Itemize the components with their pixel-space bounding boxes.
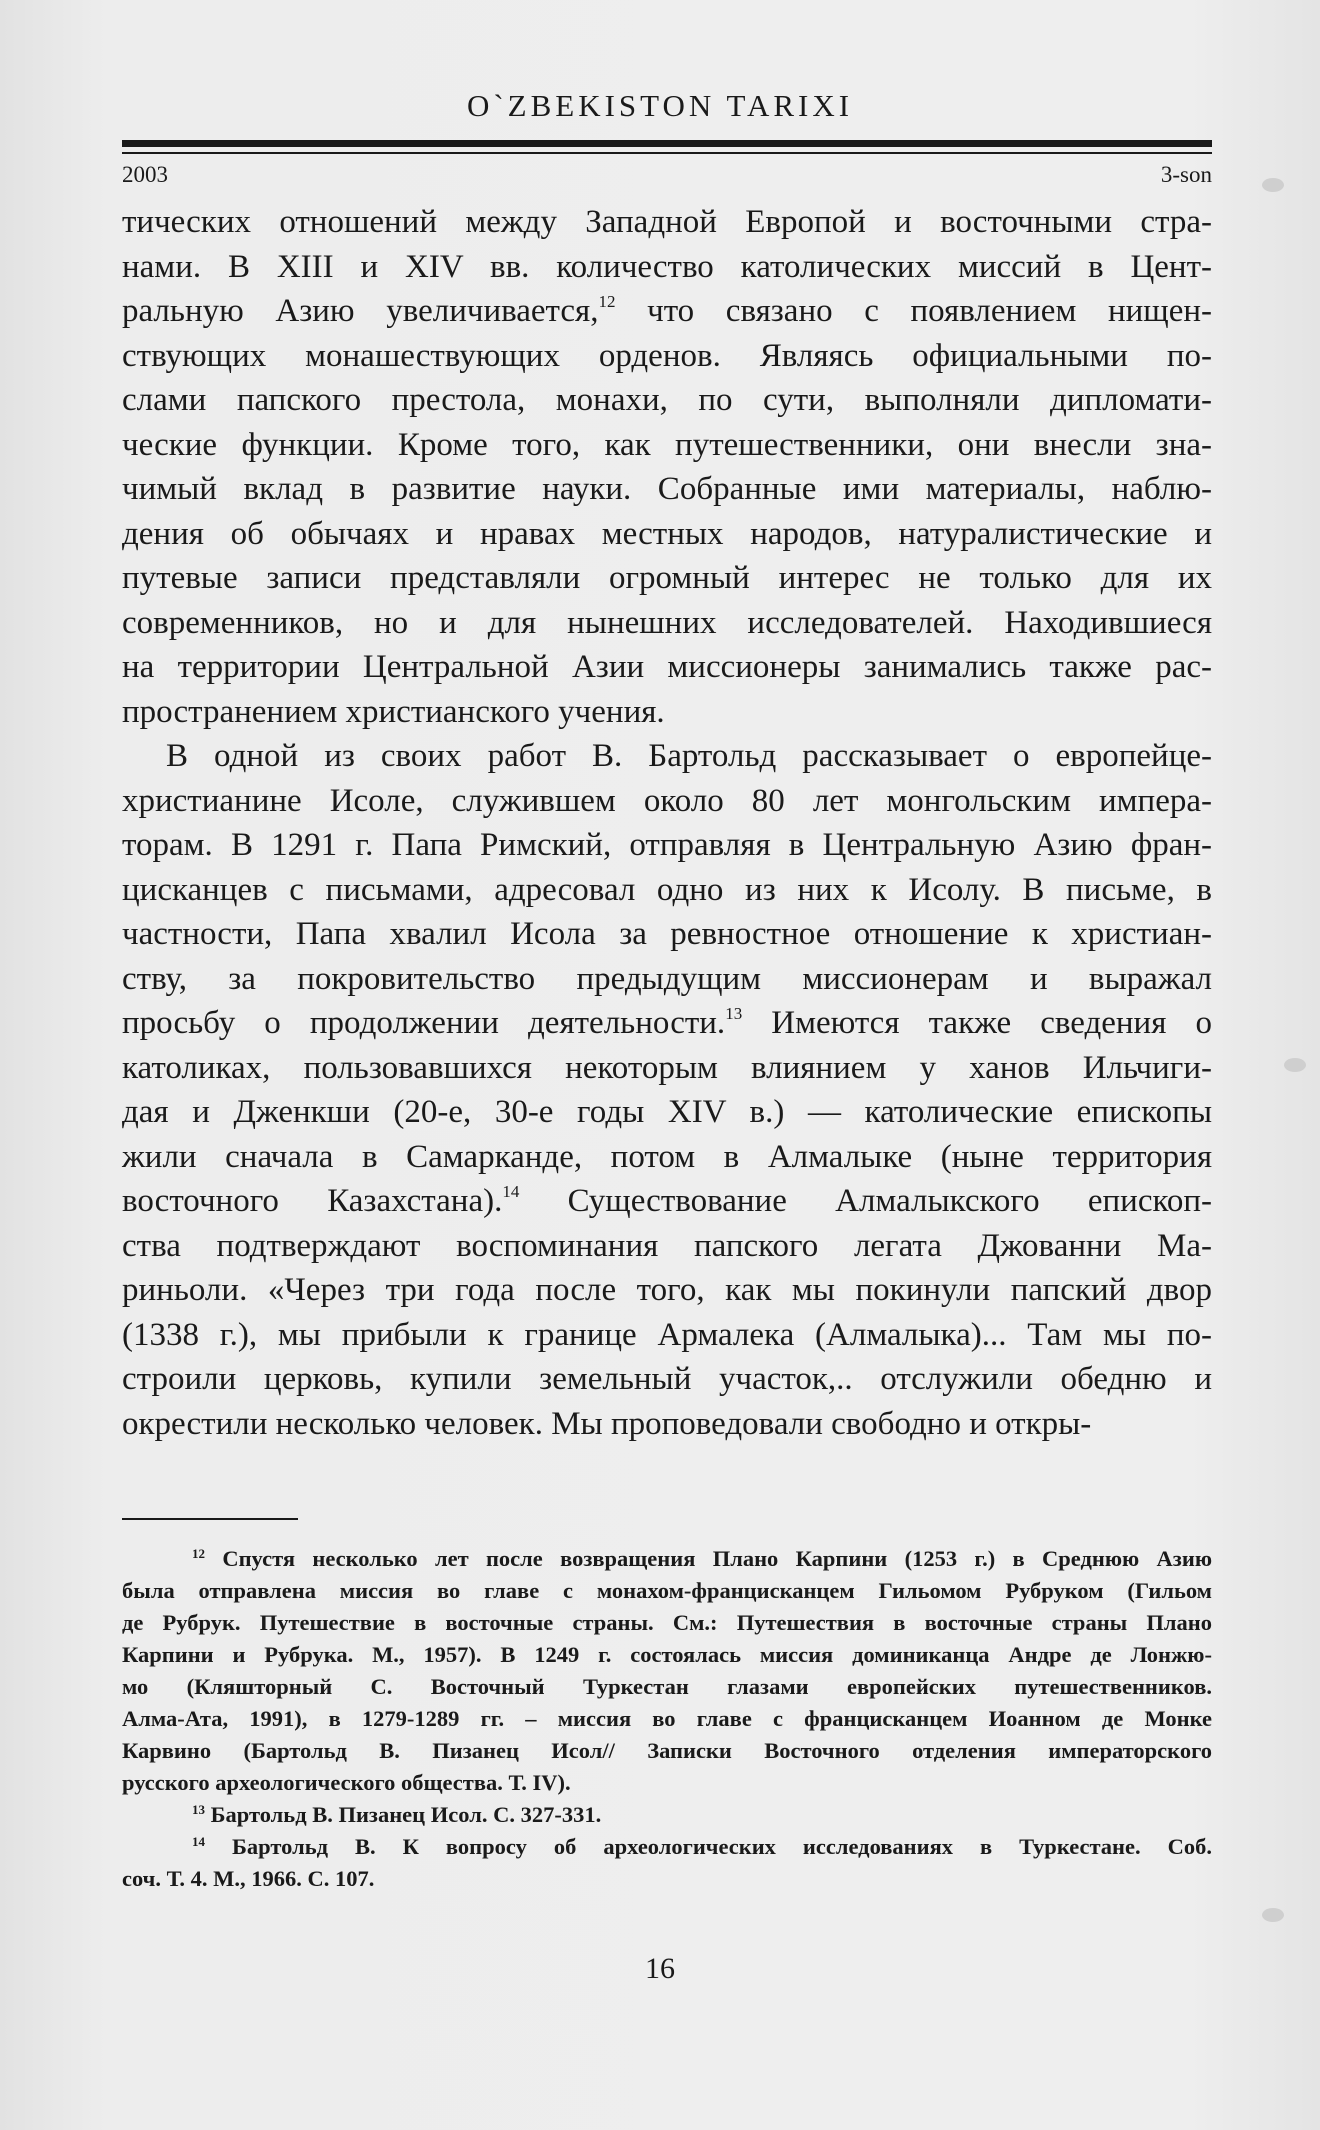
text-line: дая и Дженкши (20-е, 30-е годы XIV в.) — католические епископы [122, 1094, 1212, 1130]
text-line: ческие функции. Кроме того, как путешественники, они внесли зна- [122, 426, 1212, 463]
text-line: ствующих монашествующих орденов. Являясь официальными по- [122, 337, 1212, 374]
text-line: тических отношений между Западной Европой и восточными стра- [122, 204, 1212, 240]
footnote-line [122, 1767, 1212, 1799]
text-line: ства подтверждают воспоминания папского легата Джованни Ма- [122, 1227, 1212, 1264]
footnote-line [122, 1607, 1212, 1639]
text-run: что связано с появлением нищен- [615, 293, 1212, 329]
footnote-text: Бартольд В. К вопросу об археологических исследованиях в Туркестане. Соб. [232, 1834, 1213, 1859]
footnote-line [122, 1671, 1212, 1703]
text-line: строили церковь, купили земельный участок,.. отслужили обедню и [122, 1361, 1212, 1397]
footnote-line [122, 1735, 1212, 1767]
footnote-text: Спустя несколько лет после возвращения Плано Карпини (1253 г.) в Среднюю Азию [222, 1546, 1213, 1571]
text-line: торам. В 1291 г. Папа Римский, отправляя в Центральную Азию фран- [122, 827, 1212, 863]
footnote-text: была отправлена миссия во главе с монахом-францисканцем Гильомом Рубруком (Гильом [122, 1578, 1212, 1603]
text-line: католиках, пользовавшихся некоторым влиянием у ханов Ильчиги- [122, 1049, 1212, 1086]
text-run: ральную Азию увеличивается, [122, 293, 599, 329]
text-line: чимый вклад в развитие науки. Собранные ими материалы, наблю- [122, 471, 1212, 507]
footnote-line [122, 1799, 1212, 1831]
text-line: дения об обычаях и нравах местных народов, натуралистические и [122, 515, 1212, 552]
footnote-text: Карпини и Рубрука. М., 1957). В 1249 г. состоялась миссия доминиканца Андре де Лонжю- [122, 1642, 1212, 1667]
footnote-line [122, 1575, 1212, 1607]
footnote-number: 13 [192, 1802, 205, 1817]
text-line: слами папского престола, монахи, по сути, выполняли дипломати- [122, 382, 1212, 418]
footnote-text: русского археологического общества. Т. IV). [122, 1770, 571, 1795]
paragraph [122, 200, 1212, 734]
footnote-line [122, 1703, 1212, 1735]
header-rule-thick [122, 140, 1212, 147]
text-line: частности, Папа хвалил Исола за ревностное отношение к христиан- [122, 916, 1212, 952]
punch-hole-mark [1262, 178, 1284, 192]
text-run: Имеются также сведения о [742, 1005, 1212, 1041]
text-line: цисканцев с письмами, адресовал одно из них к Исолу. В письме, в [122, 871, 1212, 908]
text-line: путевые записи представляли огромный интерес не только для их [122, 560, 1212, 596]
text-line: В одной из своих работ В. Бартольд рассказывает о европейце- [166, 738, 1212, 774]
footnote-text: Карвино (Бартольд В. Пизанец Исол// Записки Восточного отделения императорского [122, 1738, 1212, 1763]
punch-hole-mark [1284, 1058, 1306, 1072]
footnote-line [122, 1543, 1212, 1575]
text-run: восточного Казахстана). [122, 1183, 503, 1219]
footnote-text: Бартольд В. Пизанец Исол. С. 327-331. [210, 1802, 602, 1827]
footnote [122, 1799, 1212, 1831]
text-line: христианине Исоле, служившем около 80 лет монгольским импера- [122, 782, 1212, 819]
text-line: на территории Центральной Азии миссионеры занимались также рас- [122, 649, 1212, 685]
text-run: Существование Алмалыкского епископ- [519, 1183, 1212, 1219]
footnote-line [122, 1831, 1212, 1863]
page-number: 16 [645, 1952, 675, 1985]
paragraph [122, 734, 1212, 1446]
journal-title: O`ZBEKISTON TARIXI [466, 88, 854, 123]
text-line: жили сначала в Самарканде, потом в Алмалыке (ныне территория [122, 1138, 1212, 1175]
text-line: риньоли. «Через три года после того, как мы покинули папский двор [122, 1272, 1212, 1308]
text-line: ству, за покровительство предыдущим миссионерам и выражал [122, 960, 1212, 997]
issue-year: 2003 [122, 162, 168, 187]
footnote-ref: 14 [502, 1182, 520, 1201]
footnote-text: соч. Т. 4. М., 1966. С. 107. [122, 1866, 375, 1891]
footnotes [122, 1543, 1212, 1895]
issue-number: 3-son [1160, 162, 1212, 187]
footnote [122, 1543, 1212, 1799]
footnote-line [122, 1639, 1212, 1671]
text-line [122, 1179, 1212, 1224]
text-line: современников, но и для нынешних исследователей. Находившиеся [122, 604, 1212, 641]
footnote-number: 12 [192, 1546, 205, 1561]
footnote-text: Алма-Ата, 1991), в 1279-1289 гг. – миссия во главе с францисканцем Иоанном де Монке [122, 1706, 1212, 1731]
footnote-ref: 13 [725, 1004, 743, 1023]
text-line: нами. В XIII и XIV вв. количество католических миссий в Цент- [122, 248, 1212, 285]
footnote-text: де Рубрук. Путешествие в восточные страны. См.: Путешествия в восточные страны Плано [122, 1610, 1212, 1635]
text-line: пространением христианского учения. [122, 693, 665, 730]
text-line [122, 289, 1212, 334]
footnote-separator [122, 1518, 298, 1520]
header-rule-thin [122, 152, 1212, 154]
footnote [122, 1831, 1212, 1895]
text-line [122, 1001, 1212, 1046]
footnote-line [122, 1863, 1212, 1895]
footnote-text: мо (Кляшторный С. Восточный Туркестан глазами европейских путешественников. [122, 1674, 1212, 1699]
body-text [122, 200, 1212, 1446]
text-line: (1338 г.), мы прибыли к границе Армалека (Алмалыка)... Там мы по- [122, 1316, 1212, 1353]
text-run: просьбу о продолжении деятельности. [122, 1005, 726, 1041]
footnote-ref: 12 [598, 292, 616, 311]
footnote-number: 14 [192, 1834, 205, 1849]
punch-hole-mark [1262, 1908, 1284, 1922]
text-line: окрестили несколько человек. Мы проповедовали свободно и откры- [122, 1405, 1092, 1442]
